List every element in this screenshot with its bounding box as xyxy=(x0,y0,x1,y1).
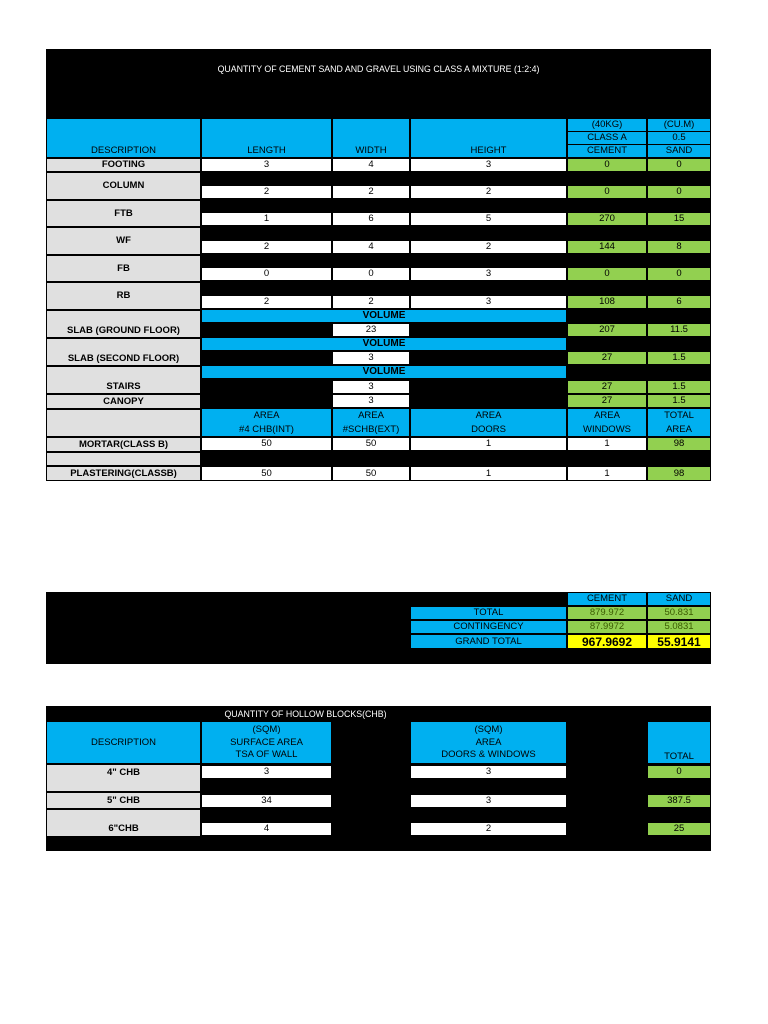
cell-width: 6 xyxy=(332,212,410,226)
cell-cement: 27 xyxy=(567,394,647,408)
cell-chb-int: 50 xyxy=(201,466,332,481)
summary-total-cement: 879.972 xyxy=(567,606,647,620)
cell-sand: 0 xyxy=(647,267,711,281)
header-length-cell: LENGTH xyxy=(201,118,332,158)
volume-header: VOLUME xyxy=(201,309,567,323)
chb-header-total: TOTAL xyxy=(647,721,711,764)
summary-contingency-sand: 5.0831 xyxy=(647,620,711,634)
area-header-chb-int: AREA #4 CHB(INT) xyxy=(201,408,332,437)
cell-length: 0 xyxy=(201,267,332,281)
area-header-description xyxy=(46,409,201,437)
area-header-doors: AREA DOORS xyxy=(410,408,567,437)
cell-length: 2 xyxy=(201,240,332,254)
volume-header: VOLUME xyxy=(201,337,567,351)
cell-sand: 0 xyxy=(647,185,711,199)
cell-cement: 207 xyxy=(567,323,647,337)
cell-length: 1 xyxy=(201,212,332,226)
cell-doors: 1 xyxy=(410,437,567,451)
chb-cell-total: 387.5 xyxy=(647,794,711,808)
row-description: FB xyxy=(46,255,201,282)
row-description: SLAB (GROUND FLOOR) xyxy=(46,310,201,338)
cell-volume: 3 xyxy=(332,394,410,408)
cell-sand: 15 xyxy=(647,212,711,226)
cell-cement: 0 xyxy=(567,185,647,199)
cell-cement: 144 xyxy=(567,240,647,254)
header-description-cell: DESCRIPTION xyxy=(46,118,201,158)
chb-cell-tsa: 3 xyxy=(201,765,332,779)
cell-length: 3 xyxy=(201,158,332,172)
area-header-schb-ext: AREA #SCHB(EXT) xyxy=(332,408,410,437)
cell-schb-ext: 50 xyxy=(332,437,410,451)
cell-height: 5 xyxy=(410,212,567,226)
cell-height: 2 xyxy=(410,185,567,199)
cell-cement: 270 xyxy=(567,212,647,226)
header-width-cell: WIDTH xyxy=(332,118,410,158)
cell-height: 3 xyxy=(410,295,567,309)
row-description: SLAB (SECOND FLOOR) xyxy=(46,338,201,366)
summary-cement-header: CEMENT xyxy=(567,592,647,606)
cell-sand: 0 xyxy=(647,158,711,172)
header-class-a: CLASS A xyxy=(567,131,647,145)
cell-sand: 1.5 xyxy=(647,394,711,408)
header-sand: SAND xyxy=(647,144,711,158)
header-cement: CEMENT xyxy=(567,144,647,158)
cell-sand: 1.5 xyxy=(647,380,711,394)
summary-contingency-cement: 87.9972 xyxy=(567,620,647,634)
row-description: RB xyxy=(46,282,201,310)
cell-sand: 6 xyxy=(647,295,711,309)
cell-total: 98 xyxy=(647,466,711,481)
cell-length: 2 xyxy=(201,185,332,199)
chb-cell-total: 25 xyxy=(647,822,711,836)
summary-contingency-label: CONTINGENCY xyxy=(410,620,567,634)
cell-height: 3 xyxy=(410,267,567,281)
cell-volume: 23 xyxy=(332,323,410,337)
row-description-spacer xyxy=(46,452,201,466)
cell-windows: 1 xyxy=(567,466,647,481)
header-sand-ratio: 0.5 xyxy=(647,131,711,145)
chb-cell-doors-windows: 2 xyxy=(410,822,567,836)
summary-total-sand: 50.831 xyxy=(647,606,711,620)
row-description: STAIRS xyxy=(46,366,201,394)
row-description: CANOPY xyxy=(46,394,201,409)
chb-cell-tsa: 4 xyxy=(201,822,332,836)
cell-height: 2 xyxy=(410,240,567,254)
chb-table-title: QUANTITY OF HOLLOW BLOCKS(CHB) xyxy=(224,709,387,719)
header-height-cell: HEIGHT xyxy=(410,118,567,158)
row-description: FOOTING xyxy=(46,158,201,172)
cell-windows: 1 xyxy=(567,437,647,451)
chb-cell-doors-windows: 3 xyxy=(410,794,567,808)
header-unit-sand: (CU.M) xyxy=(647,118,711,132)
cell-doors: 1 xyxy=(410,466,567,481)
chb-cell-tsa: 34 xyxy=(201,794,332,808)
cell-cement: 27 xyxy=(567,380,647,394)
cell-volume: 3 xyxy=(332,380,410,394)
cell-width: 0 xyxy=(332,267,410,281)
summary-grand-cement: 967.9692 xyxy=(567,634,647,649)
chb-header-description: DESCRIPTION xyxy=(46,721,201,764)
row-description: COLUMN xyxy=(46,172,201,200)
cell-width: 4 xyxy=(332,158,410,172)
summary-grand-sand: 55.9141 xyxy=(647,634,711,649)
chb-header-area: (SQM) AREA DOORS & WINDOWS xyxy=(410,721,567,764)
cell-cement: 27 xyxy=(567,351,647,365)
cell-sand: 1.5 xyxy=(647,351,711,365)
area-header-total: TOTAL AREA xyxy=(647,408,711,437)
cell-schb-ext: 50 xyxy=(332,466,410,481)
summary-sand-header: SAND xyxy=(647,592,711,606)
main-table-title: QUANTITY OF CEMENT SAND AND GRAVEL USING CLASS A MIXTURE (1:2:4) xyxy=(217,64,540,74)
cell-width: 2 xyxy=(332,185,410,199)
chb-row-description: 6"CHB xyxy=(46,809,201,837)
chb-cell-doors-windows: 3 xyxy=(410,765,567,779)
cell-cement: 0 xyxy=(567,267,647,281)
cell-width: 2 xyxy=(332,295,410,309)
row-description: MORTAR(CLASS B) xyxy=(46,437,201,452)
cell-sand: 11.5 xyxy=(647,323,711,337)
chb-row-description: 4" CHB xyxy=(46,764,201,792)
chb-cell-total: 0 xyxy=(647,765,711,779)
row-description: PLASTERING(CLASSB) xyxy=(46,466,201,481)
cell-length: 2 xyxy=(201,295,332,309)
chb-row-description: 5" CHB xyxy=(46,792,201,809)
cell-chb-int: 50 xyxy=(201,437,332,451)
cell-height: 3 xyxy=(410,158,567,172)
cell-total: 98 xyxy=(647,437,711,451)
summary-grand-total-label: GRAND TOTAL xyxy=(410,634,567,649)
cell-cement: 0 xyxy=(567,158,647,172)
chb-header-surface-area: (SQM) SURFACE AREA TSA OF WALL xyxy=(201,721,332,764)
summary-total-label: TOTAL xyxy=(410,606,567,620)
cell-sand: 8 xyxy=(647,240,711,254)
cell-width: 4 xyxy=(332,240,410,254)
volume-header: VOLUME xyxy=(201,365,567,379)
area-header-windows: AREA WINDOWS xyxy=(567,408,647,437)
cell-volume: 3 xyxy=(332,351,410,365)
row-description: WF xyxy=(46,227,201,255)
header-unit-cement: (40KG) xyxy=(567,118,647,132)
row-description: FTB xyxy=(46,200,201,227)
cell-cement: 108 xyxy=(567,295,647,309)
